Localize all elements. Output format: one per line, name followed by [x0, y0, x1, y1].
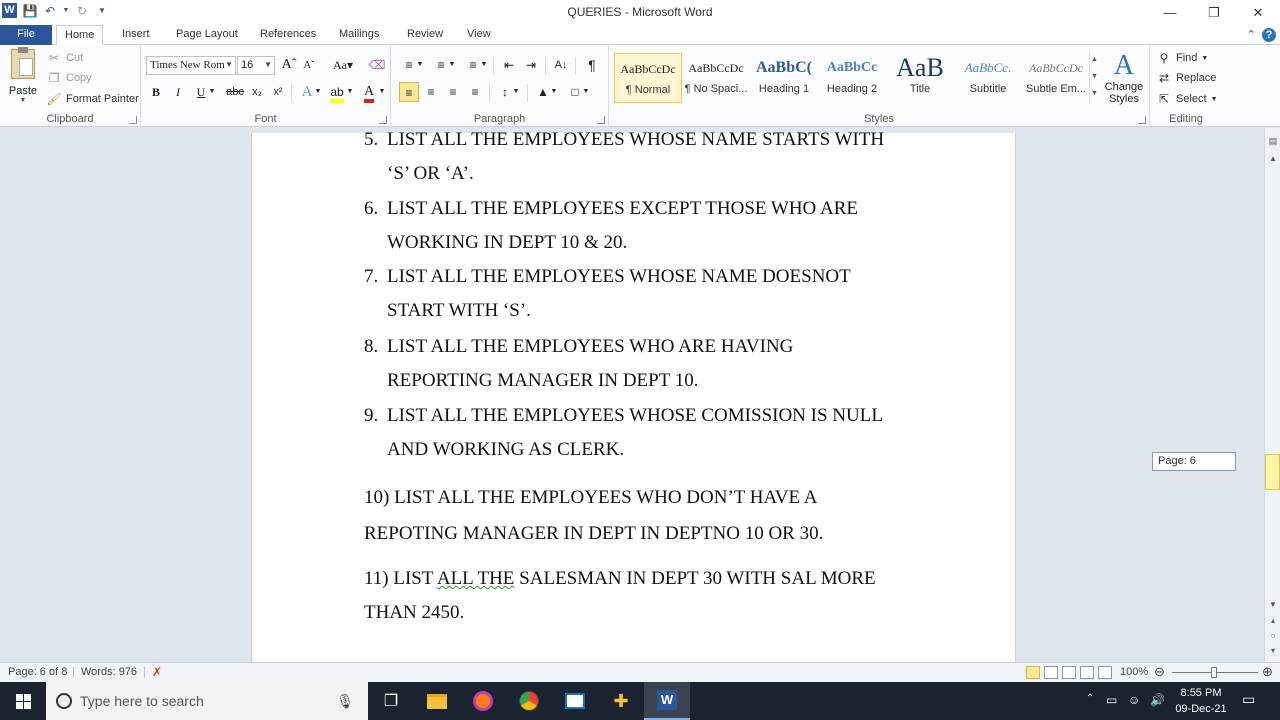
- paragraph-group-label: Paragraph: [473, 113, 526, 125]
- chevron-down-icon: ▼: [225, 60, 233, 69]
- cut-button[interactable]: [46, 49, 83, 67]
- collapse-ribbon-icon[interactable]: ⌃: [1246, 29, 1256, 41]
- numbering-icon[interactable]: ≡: [437, 58, 445, 72]
- taskbar-search[interactable]: [46, 682, 368, 720]
- style-heading-1[interactable]: AaBbC( Heading 1: [755, 59, 812, 95]
- list-item[interactable]: 7. LIST ALL THE EMPLOYEES WHOSE NAME DOESNOT START WITH ‘S’.: [364, 266, 851, 321]
- network-icon[interactable]: ☺: [1128, 693, 1141, 707]
- styles-launcher-icon[interactable]: [1138, 116, 1146, 124]
- undo-dropdown-icon[interactable]: ▼: [62, 7, 70, 14]
- minimize-button[interactable]: —: [1163, 5, 1177, 20]
- styles-group: [609, 45, 1150, 127]
- chevron-down-icon: ▼: [1210, 95, 1218, 103]
- line-spacing-icon[interactable]: ↕: [502, 85, 508, 99]
- grammar-squiggle: ALL THE: [436, 568, 515, 589]
- borders-dropdown-icon[interactable]: ▼: [582, 88, 590, 95]
- font-color-dropdown-icon[interactable]: ▼: [378, 88, 386, 95]
- outline-view-icon[interactable]: [1080, 666, 1094, 679]
- borders-icon[interactable]: □: [571, 85, 579, 99]
- multilevel-dropdown-icon[interactable]: ▼: [480, 61, 488, 68]
- tab-insert[interactable]: Insert: [122, 28, 150, 40]
- document-area[interactable]: [0, 128, 1264, 662]
- photos-app-icon[interactable]: [552, 682, 598, 720]
- numbering-dropdown-icon[interactable]: ▼: [448, 61, 456, 68]
- close-button[interactable]: ✕: [1252, 4, 1264, 20]
- find-label: Find: [1176, 52, 1198, 64]
- font-launcher-icon[interactable]: [379, 116, 387, 124]
- copy-label: Copy: [66, 72, 92, 84]
- styles-scroll[interactable]: ▲ ▼ ▼: [1089, 51, 1099, 103]
- word-count[interactable]: Words: 976: [81, 666, 138, 678]
- list-item[interactable]: 6. LIST ALL THE EMPLOYEES EXCEPT THOSE WHO ARE WORKING IN DEPT 10 & 20.: [364, 198, 858, 253]
- paste-label: Paste: [8, 85, 38, 97]
- format-painter-button[interactable]: [46, 90, 139, 108]
- line-spacing-dropdown-icon[interactable]: ▼: [512, 88, 520, 95]
- editing-group: [1150, 45, 1222, 127]
- restore-button[interactable]: ❐: [1208, 4, 1220, 20]
- web-layout-icon[interactable]: [1062, 666, 1076, 679]
- justify-icon[interactable]: ≡: [471, 85, 479, 99]
- show-formatting-icon[interactable]: ¶: [588, 57, 596, 73]
- start-button[interactable]: [0, 682, 46, 720]
- font-name-value: Times New Rom: [150, 59, 225, 71]
- strikethrough-button[interactable]: abc: [226, 86, 244, 98]
- cortana-icon: [56, 693, 72, 709]
- save-icon[interactable]: 💾: [22, 3, 38, 18]
- word-logo-icon[interactable]: W: [2, 3, 17, 18]
- tab-file[interactable]: File: [0, 25, 52, 45]
- print-layout-view-icon[interactable]: [1026, 666, 1040, 679]
- style-subtitle[interactable]: AaBbCc. Subtitle: [964, 60, 1012, 95]
- title-bar: [0, 0, 1280, 25]
- shading-icon[interactable]: ▲: [537, 85, 549, 99]
- find-button[interactable]: [1156, 49, 1208, 67]
- windows-logo-icon: [16, 694, 31, 709]
- tab-home[interactable]: Home: [56, 25, 103, 46]
- tab-mailings[interactable]: Mailings: [339, 28, 380, 40]
- align-right-icon[interactable]: ≡: [449, 85, 457, 99]
- editing-group-label: Editing: [1169, 113, 1203, 125]
- scissors-icon: ✂: [48, 51, 60, 65]
- font-color-icon[interactable]: A: [359, 82, 379, 102]
- zoom-level[interactable]: 100%: [1120, 666, 1149, 678]
- select-button[interactable]: [1156, 90, 1218, 108]
- list-item[interactable]: 5. LIST ALL THE EMPLOYEES WHOSE NAME STARTS WITH ‘S’ OR ‘A’.: [364, 129, 885, 184]
- underline-dropdown-icon[interactable]: ▼: [208, 88, 216, 95]
- chevron-down-icon: ▼: [264, 60, 272, 69]
- notifications-icon[interactable]: ▭: [1242, 691, 1256, 707]
- superscript-button[interactable]: x²: [273, 86, 283, 98]
- file-explorer-icon[interactable]: [414, 682, 460, 720]
- redo-icon[interactable]: ↻: [76, 3, 88, 18]
- battery-icon[interactable]: ▭: [1106, 693, 1118, 707]
- firefox-icon[interactable]: [460, 682, 506, 720]
- page-count[interactable]: Page: 6 of 8: [8, 666, 68, 678]
- cut-label: Cut: [66, 52, 84, 64]
- paragraph-11[interactable]: 11) LIST ALL THE SALESMAN IN DEPT 30 WITH SAL MORE THAN 2450.: [364, 568, 876, 623]
- copy-button[interactable]: [46, 69, 92, 87]
- font-group: [141, 45, 391, 127]
- browse-object-icon[interactable]: ○: [1270, 631, 1276, 640]
- decrease-indent-icon[interactable]: ⇤: [503, 58, 515, 72]
- tab-review[interactable]: Review: [407, 28, 444, 40]
- clipboard-icon: [11, 49, 35, 79]
- binoculars-icon: ⚲: [1159, 51, 1169, 65]
- style-no-spacing[interactable]: AaBbCcDc ¶ No Spaci...: [684, 61, 748, 95]
- change-styles-icon: A: [1113, 50, 1135, 81]
- format-painter-label: Format Painter: [66, 93, 139, 105]
- italic-button[interactable]: I: [176, 85, 180, 99]
- style-subtle-emphasis[interactable]: AaBbCcDc Subtle Em...: [1026, 61, 1086, 95]
- replace-label: Replace: [1176, 72, 1217, 84]
- subscript-button[interactable]: x₂: [252, 86, 262, 98]
- font-name-combo[interactable]: [146, 56, 236, 75]
- paragraph-launcher-icon[interactable]: [597, 116, 605, 124]
- cursor-icon: ⇱: [1158, 92, 1170, 106]
- clipboard-launcher-icon[interactable]: [129, 116, 137, 124]
- search-placeholder: Type here to search: [80, 693, 204, 709]
- paste-button[interactable]: [6, 49, 40, 104]
- scroll-thumb[interactable]: [1265, 454, 1280, 490]
- change-styles-button[interactable]: [1101, 51, 1147, 105]
- chrome-icon[interactable]: [506, 682, 552, 720]
- font-group-label: Font: [254, 113, 277, 125]
- style-normal[interactable]: AaBbCcDc ¶ Normal: [614, 53, 682, 103]
- clock-time: 8:55 PM: [1180, 687, 1222, 699]
- chevron-down-icon: ▼: [1201, 54, 1209, 62]
- paintbrush-icon: 🖌: [46, 92, 62, 106]
- clipboard-group-label: Clipboard: [46, 113, 94, 125]
- multilevel-list-icon[interactable]: ≡: [469, 58, 477, 72]
- style-title[interactable]: AaB Title: [896, 53, 944, 95]
- full-screen-reading-icon[interactable]: [1044, 666, 1058, 679]
- increase-indent-icon[interactable]: ⇥: [525, 58, 537, 72]
- page-tooltip: Page: 6: [1152, 452, 1236, 471]
- taskbar: [0, 682, 1280, 720]
- paragraph-group: [391, 45, 609, 127]
- highlight-icon[interactable]: ab: [327, 82, 347, 102]
- underline-button[interactable]: U: [196, 85, 206, 99]
- tab-view[interactable]: View: [467, 28, 491, 40]
- grow-font-icon[interactable]: Aˆ: [281, 57, 297, 72]
- zoom-in-icon[interactable]: ⊕: [1262, 664, 1273, 679]
- microphone-icon[interactable]: 🎙: [336, 692, 354, 709]
- ribbon: [0, 45, 1280, 127]
- paste-dropdown-icon: ▼: [19, 97, 27, 104]
- change-case-icon[interactable]: Aa▾: [332, 58, 353, 72]
- scroll-down-icon[interactable]: ▼: [1269, 600, 1277, 609]
- text-effects-icon[interactable]: A: [301, 84, 313, 100]
- next-page-icon[interactable]: ▾: [1270, 646, 1275, 655]
- align-center-icon[interactable]: ≡: [427, 85, 435, 99]
- app-icon[interactable]: ✚: [613, 690, 629, 711]
- word-taskbar-icon[interactable]: W: [644, 682, 690, 720]
- font-size-value: 16: [241, 59, 254, 71]
- window-title: QUERIES - Microsoft Word: [567, 5, 713, 19]
- proofing-icon[interactable]: ✗: [152, 665, 163, 679]
- replace-icon: ⇄: [1158, 71, 1170, 85]
- shrink-font-icon[interactable]: Aˇ: [303, 59, 315, 71]
- replace-button[interactable]: [1156, 69, 1216, 87]
- text-effects-dropdown-icon[interactable]: ▼: [314, 88, 322, 95]
- clipboard-group: [0, 45, 141, 127]
- shading-dropdown-icon[interactable]: ▼: [550, 88, 558, 95]
- list-item[interactable]: 8. LIST ALL THE EMPLOYEES WHO ARE HAVING REPORTING MANAGER IN DEPT 10.: [364, 336, 794, 391]
- bold-button[interactable]: B: [151, 85, 160, 99]
- tab-references[interactable]: References: [260, 28, 317, 40]
- select-label: Select: [1176, 93, 1207, 105]
- copy-icon: ❐: [48, 71, 60, 85]
- sort-icon[interactable]: A↓: [554, 59, 568, 71]
- customize-toolbar-icon[interactable]: ▼: [98, 6, 106, 15]
- align-left-icon[interactable]: ≡: [399, 82, 419, 102]
- status-bar: Page: 6 of 8 | Words: 976 | ✗ 100% ⊖ ⊕: [0, 662, 1280, 682]
- style-heading-2[interactable]: AaBbCc Heading 2: [826, 60, 878, 95]
- tab-page-layout[interactable]: Page Layout: [176, 28, 238, 40]
- undo-icon[interactable]: ↶: [44, 3, 56, 18]
- list-item[interactable]: 9. LIST ALL THE EMPLOYEES WHOSE COMISSION IS NULL AND WORKING AS CLERK.: [364, 405, 883, 460]
- help-icon[interactable]: ?: [1262, 28, 1276, 42]
- task-view-icon[interactable]: ❐: [383, 693, 399, 710]
- font-size-combo[interactable]: [237, 56, 275, 75]
- previous-page-icon[interactable]: ▴: [1270, 616, 1275, 625]
- bullets-icon[interactable]: ≡: [405, 58, 413, 72]
- vertical-scrollbar[interactable]: [1264, 128, 1280, 662]
- clock-date: 09-Dec-21: [1175, 703, 1227, 715]
- paragraph-10[interactable]: 10) LIST ALL THE EMPLOYEES WHO DON’T HAVE A REPOTING MANAGER IN DEPT IN DEPTNO 10 OR 30.: [364, 487, 824, 544]
- volume-icon[interactable]: 🔊: [1150, 693, 1165, 707]
- zoom-slider-handle[interactable]: [1211, 667, 1217, 678]
- scroll-up-icon[interactable]: ▲: [1269, 154, 1277, 163]
- bullets-dropdown-icon[interactable]: ▼: [416, 61, 424, 68]
- clear-formatting-icon[interactable]: ⌫: [368, 58, 386, 72]
- show-hidden-icons[interactable]: ⌃: [1086, 693, 1095, 704]
- styles-group-label: Styles: [864, 113, 894, 125]
- draft-view-icon[interactable]: [1098, 666, 1112, 679]
- zoom-out-icon[interactable]: ⊖: [1154, 664, 1165, 679]
- document-page[interactable]: [251, 129, 1016, 662]
- highlight-dropdown-icon[interactable]: ▼: [346, 88, 354, 95]
- change-styles-label: Change Styles: [1104, 81, 1144, 105]
- taskbar-clock[interactable]: [1172, 685, 1230, 717]
- ruler-toggle-icon[interactable]: ▤: [1268, 136, 1278, 146]
- quick-access-toolbar: [2, 3, 109, 18]
- ribbon-tabs: [0, 25, 1280, 45]
